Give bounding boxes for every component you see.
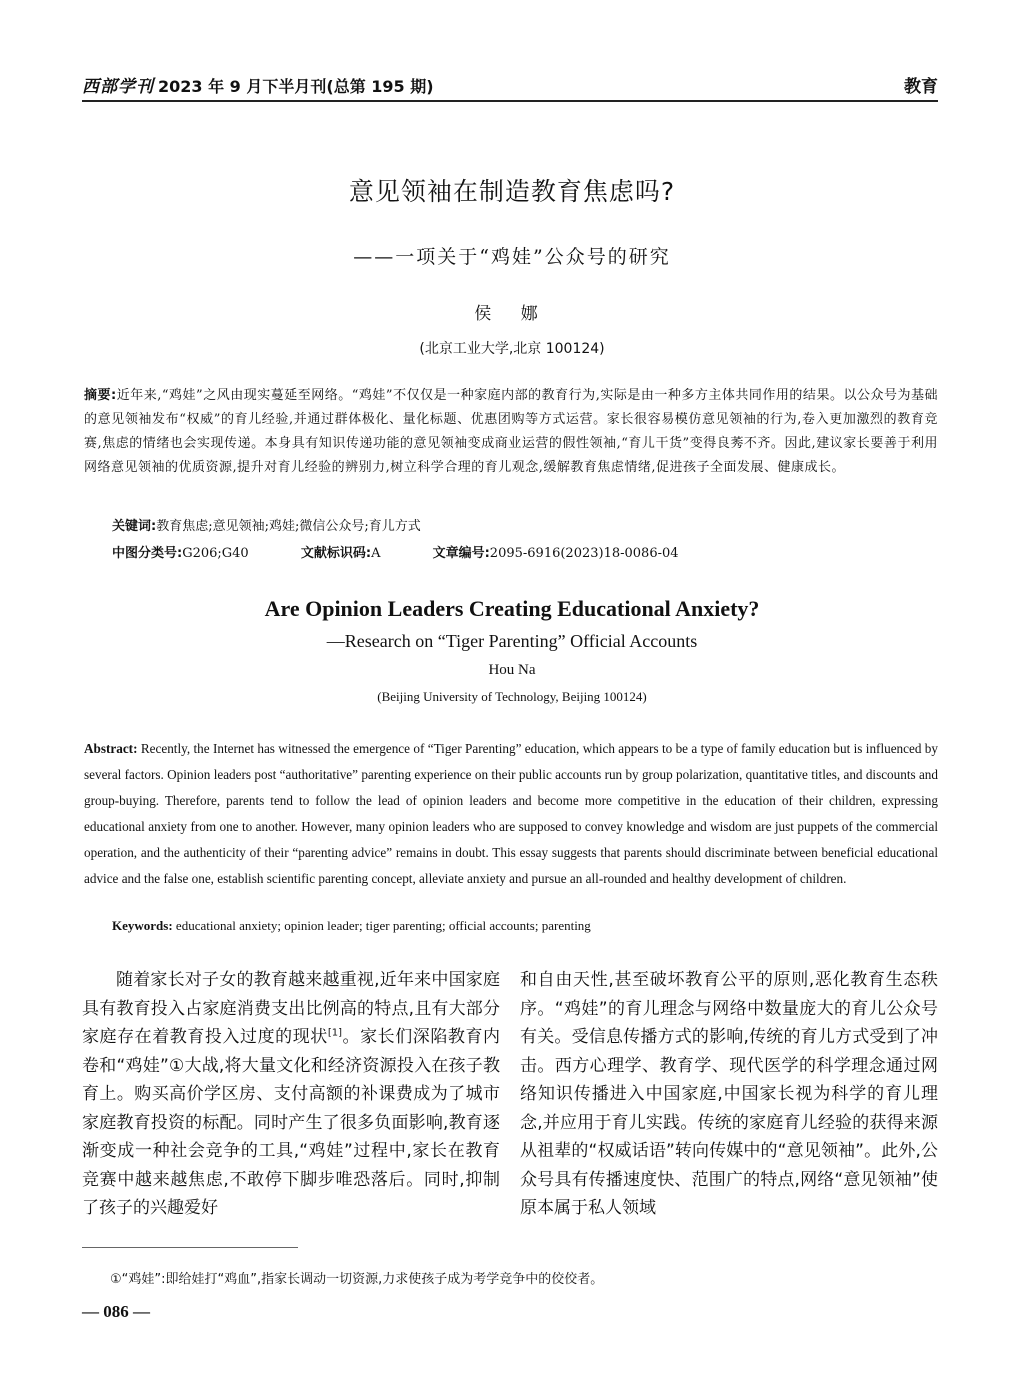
keywords-cn-text: 教育焦虑;意见领袖;鸡娃;微信公众号;育儿方式 xyxy=(156,519,421,534)
affiliation-en: (Beijing University of Technology, Beijing 100124) xyxy=(377,689,647,704)
page-number: — 086 — xyxy=(82,1302,150,1321)
body-column-right: 和自由天性,甚至破坏教育公平的原则,恶化教育生态秩序。“鸡娃”的育儿理念与网络中数量庞大的育儿公众号有关。受信息传播方式的影响,传统的育儿方式受到了冲击。西方心理学、教育学、现代医学的科学理念通过网络知识传播进入中国家庭,中国家长视为科学的育儿理念,并应用于育儿实践。传统的家庭育儿经验的获得来源从祖辈的“权威话语”转向传媒中的“意见领袖”。此外,公众号具有传播速度快、范围广的特点,网络“意见领袖”使原本属于私人领域 xyxy=(520,970,938,1218)
running-header xyxy=(82,70,938,102)
keywords-cn xyxy=(112,515,421,534)
issue-info: 2023 年 9 月下半月刊(总第 195 期) xyxy=(158,77,434,96)
article-number: 文章编号:2095-6916(2023)18-0086-04 xyxy=(432,546,679,561)
abstract-en-label: Abstract: xyxy=(84,741,138,756)
citation-ref: [1] xyxy=(327,1027,342,1039)
title-en: Are Opinion Leaders Creating Educational Anxiety? xyxy=(264,596,760,621)
abstract-cn-text: 近年来,“鸡娃”之风由现实蔓延至网络。“鸡娃”不仅仅是一种家庭内部的教育行为,实际是由一种多方主体共同作用的结果。以公众号为基础的意见领袖发布“权威”的育儿经验,并通过群体极化、量化标题、优惠团购等方式运营。家长很容易模仿意见领袖的行为,卷入更加激烈的教育竞赛,焦虑的情绪也会实现传递。本身具有知识传递功能的意见领袖变成商业运营的假性领袖,“育儿干货”变得良莠不齐。因此,建议家长要善于利用网络意见领袖的优质资源,提升对育儿经验的辨别力,树立科学合理的育儿观念,缓解教育焦虑情绪,促进孩子全面发展、健康成长。 xyxy=(84,388,938,475)
abstract-cn xyxy=(84,384,938,480)
title-cn: 意见领袖在制造教育焦虑吗? xyxy=(348,177,676,206)
subtitle-cn: ——一项关于“鸡娃”公众号的研究 xyxy=(353,246,671,268)
footnote-divider xyxy=(82,1247,298,1248)
author-en: Hou Na xyxy=(488,662,536,678)
journal-logo: 西部学刊 xyxy=(82,77,154,97)
body-column-left: 随着家长对子女的教育越来越重视,近年来中国家庭具有教育投入占家庭消费支出比例高的特点,且有大部分家庭存在着教育投入过度的现状[1]。家长们深陷教育内卷和“鸡娃”①大战,将大量文化和经济资源投入在孩子教育上。购买高价学区房、支付高额的补课费成为了城市家庭教育投资的标配。同时产生了很多负面影响,教育逐渐变成一种社会竞争的工具,“鸡娃”过程中,家长在教育竞赛中越来越焦虑,不敢停下脚步唯恐落后。同时,抑制了孩子的兴趣爱好 xyxy=(82,970,501,1218)
keywords-en xyxy=(112,918,591,934)
abstract-en-text: Recently, the Internet has witnessed the emergence of “Tiger Parenting” education, which appears to be a type of family education but is influenced by several factors. Opinion leaders post “authoritative” parenting experience on their public accounts run by group polarization, quantitative titles, and discounts and group-buying. Therefore, parents tend to follow the lead of opinion leaders and become more competitive in the education of their children, expressing educational anxiety from one to another. However, many opinion leaders who are supposed to convey knowledge and wisdom are just puppets of the commercial operation, and the authenticity of their “parenting advice” remains in doubt. This essay suggests that parents should discriminate between beneficial educational advice and the false one, establish scientific parenting concept, alleviate anxiety and pursue an all-rounded and healthy development of children. xyxy=(84,741,938,886)
abstract-en xyxy=(84,736,938,892)
keywords-cn-label: 关键词: xyxy=(112,519,157,534)
section-tag: 教育 xyxy=(904,77,938,97)
abstract-cn-label: 摘要: xyxy=(84,388,117,403)
author-cn: 侯 娜 xyxy=(474,304,550,324)
footnote: ①“鸡娃”:即给娃打“鸡血”,指家长调动一切资源,力求使孩子成为考学竞争中的佼佼者。 xyxy=(110,1272,604,1287)
keywords-en-label: Keywords: xyxy=(112,918,173,933)
keywords-en-text: educational anxiety; opinion leader; tiger parenting; official accounts; parenting xyxy=(175,918,591,933)
classification-row xyxy=(112,542,932,561)
subtitle-en: —Research on “Tiger Parenting” Official Accounts xyxy=(326,631,698,651)
clc-number: 中图分类号:G206;G40 xyxy=(112,546,249,561)
document-code: 文献标识码:A xyxy=(300,546,381,561)
affiliation-cn: (北京工业大学,北京 100124) xyxy=(419,341,605,357)
